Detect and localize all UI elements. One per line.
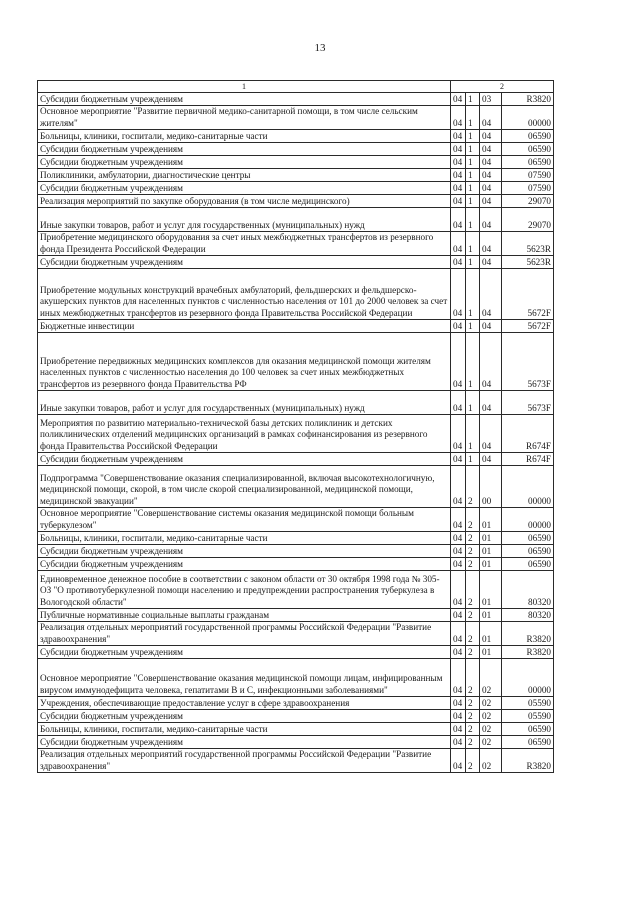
- row-name-cell: Подпрограмма "Совершенствование оказания специализированной, включая высокотехнологичную, медицинской помощи, скорой, в том числе скорой специализированной, медицинской помощи, медицинской эвакуации": [38, 466, 451, 508]
- row-name-cell: Приобретение модульных конструкций врачебных амбулаторий, фельдшерских и фельдшерско-акушерских пунктов для населенных пунктов с численностью населения от 101 до 2000 человек за счет иных межбюджетных трансфертов из резервного фонда Правительства Российской Федерации: [38, 269, 451, 320]
- row-code-a-cell: 04: [451, 508, 466, 532]
- row-code-d-cell: 5623R: [502, 232, 554, 256]
- row-name-cell: Субсидии бюджетным учреждениям: [38, 182, 451, 195]
- row-name-cell: Субсидии бюджетным учреждениям: [38, 558, 451, 571]
- row-code-b-cell: 1: [466, 320, 480, 333]
- row-name-cell: Приобретение медицинского оборудования за счет иных межбюджетных трансфертов из резервного фонда Президента Российской Федерации: [38, 232, 451, 256]
- row-name-cell: Иные закупки товаров, работ и услуг для государственных (муниципальных) нужд: [38, 208, 451, 232]
- row-code-c-cell: 04: [480, 156, 502, 169]
- row-code-d-cell: 05590: [502, 710, 554, 723]
- row-name-cell: Субсидии бюджетным учреждениям: [38, 545, 451, 558]
- row-code-b-cell: 2: [466, 646, 480, 659]
- row-name-cell: Приобретение передвижных медицинских комплексов для оказания медицинской помощи жителям населенных пунктов с численностью населения до 100 человек за счет иных межбюджетных трансфертов из резервного фонда Правительства РФ: [38, 333, 451, 391]
- row-code-b-cell: 2: [466, 723, 480, 736]
- row-code-a-cell: 04: [451, 466, 466, 508]
- row-code-a-cell: 04: [451, 723, 466, 736]
- table-row: [38, 453, 554, 466]
- row-code-b-cell: 2: [466, 736, 480, 749]
- row-name-cell: Основное мероприятие "Совершенствование системы оказания медицинской помощи больным туберкулезом": [38, 508, 451, 532]
- table-row: [38, 749, 554, 773]
- row-code-a-cell: 04: [451, 646, 466, 659]
- row-code-a-cell: 04: [451, 710, 466, 723]
- row-code-d-cell: 06590: [502, 558, 554, 571]
- row-code-a-cell: 04: [451, 558, 466, 571]
- row-code-c-cell: 04: [480, 320, 502, 333]
- header-col-2: 2: [451, 81, 554, 93]
- table-row: [38, 609, 554, 622]
- row-code-b-cell: 2: [466, 622, 480, 646]
- row-name-cell: Реализация мероприятий по закупке оборудования (в том числе медицинского): [38, 195, 451, 208]
- row-code-c-cell: 01: [480, 558, 502, 571]
- row-code-b-cell: 1: [466, 232, 480, 256]
- row-code-b-cell: 1: [466, 130, 480, 143]
- row-name-cell: Субсидии бюджетным учреждениям: [38, 736, 451, 749]
- budget-classification-table: [37, 80, 554, 773]
- row-name-cell: Основное мероприятие "Развитие первичной медико-санитарной помощи, в том числе сельским жителям": [38, 106, 451, 130]
- row-code-d-cell: 5673F: [502, 333, 554, 391]
- table-row: [38, 130, 554, 143]
- row-code-a-cell: 04: [451, 269, 466, 320]
- row-code-d-cell: 07590: [502, 169, 554, 182]
- row-code-c-cell: 04: [480, 130, 502, 143]
- row-code-b-cell: 2: [466, 532, 480, 545]
- table-row: [38, 169, 554, 182]
- row-code-b-cell: 1: [466, 415, 480, 453]
- row-code-b-cell: 1: [466, 453, 480, 466]
- row-code-a-cell: 04: [451, 195, 466, 208]
- row-code-b-cell: 1: [466, 169, 480, 182]
- row-name-cell: Больницы, клиники, госпитали, медико-санитарные части: [38, 130, 451, 143]
- row-code-c-cell: 01: [480, 508, 502, 532]
- row-code-b-cell: 2: [466, 659, 480, 697]
- row-code-b-cell: 2: [466, 749, 480, 773]
- row-code-a-cell: 04: [451, 622, 466, 646]
- row-code-d-cell: 5672F: [502, 320, 554, 333]
- table-row: [38, 415, 554, 453]
- row-code-d-cell: 5672F: [502, 269, 554, 320]
- row-code-d-cell: R3820: [502, 646, 554, 659]
- table-row: [38, 208, 554, 232]
- row-code-c-cell: 04: [480, 195, 502, 208]
- row-code-d-cell: 06590: [502, 736, 554, 749]
- table-row: [38, 466, 554, 508]
- row-name-cell: Субсидии бюджетным учреждениям: [38, 256, 451, 269]
- table-row: [38, 333, 554, 391]
- row-code-c-cell: 01: [480, 532, 502, 545]
- row-code-a-cell: 04: [451, 93, 466, 106]
- table-row: [38, 659, 554, 697]
- table-row: [38, 256, 554, 269]
- table-row: [38, 320, 554, 333]
- table-row: [38, 269, 554, 320]
- row-code-a-cell: 04: [451, 182, 466, 195]
- row-code-a-cell: 04: [451, 609, 466, 622]
- row-code-a-cell: 04: [451, 333, 466, 391]
- row-code-b-cell: 1: [466, 333, 480, 391]
- table-row: [38, 710, 554, 723]
- row-name-cell: Бюджетные инвестиции: [38, 320, 451, 333]
- row-code-c-cell: 03: [480, 93, 502, 106]
- row-code-d-cell: R3820: [502, 93, 554, 106]
- row-code-a-cell: 04: [451, 453, 466, 466]
- row-code-d-cell: R674F: [502, 415, 554, 453]
- table-row: [38, 558, 554, 571]
- row-code-c-cell: 00: [480, 466, 502, 508]
- table-row: [38, 723, 554, 736]
- table-row: [38, 182, 554, 195]
- row-code-a-cell: 04: [451, 130, 466, 143]
- row-code-d-cell: 5673F: [502, 391, 554, 415]
- row-code-d-cell: 07590: [502, 182, 554, 195]
- row-code-d-cell: 80320: [502, 571, 554, 609]
- row-code-d-cell: 29070: [502, 208, 554, 232]
- table-row: [38, 697, 554, 710]
- row-code-c-cell: 01: [480, 622, 502, 646]
- row-code-d-cell: R3820: [502, 622, 554, 646]
- row-name-cell: Учреждения, обеспечивающие предоставление услуг в сфере здравоохранения: [38, 697, 451, 710]
- page-number: 13: [314, 42, 326, 54]
- row-code-d-cell: 06590: [502, 143, 554, 156]
- row-code-a-cell: 04: [451, 156, 466, 169]
- table-row: [38, 508, 554, 532]
- row-name-cell: Реализация отдельных мероприятий государственной программы Российской Федерации "Развитие здравоохранения": [38, 622, 451, 646]
- row-code-c-cell: 02: [480, 723, 502, 736]
- row-code-c-cell: 04: [480, 391, 502, 415]
- row-code-c-cell: 04: [480, 256, 502, 269]
- row-code-d-cell: 5623R: [502, 256, 554, 269]
- row-name-cell: Субсидии бюджетным учреждениям: [38, 710, 451, 723]
- row-code-a-cell: 04: [451, 208, 466, 232]
- row-code-b-cell: 2: [466, 571, 480, 609]
- table-row: [38, 571, 554, 609]
- row-name-cell: Публичные нормативные социальные выплаты гражданам: [38, 609, 451, 622]
- row-code-a-cell: 04: [451, 571, 466, 609]
- row-code-c-cell: 01: [480, 571, 502, 609]
- row-code-d-cell: 06590: [502, 723, 554, 736]
- row-code-c-cell: 01: [480, 545, 502, 558]
- table-row: [38, 143, 554, 156]
- header-col-1: 1: [38, 81, 451, 93]
- table-row: [38, 736, 554, 749]
- row-code-d-cell: 06590: [502, 130, 554, 143]
- table-row: [38, 545, 554, 558]
- row-code-d-cell: 29070: [502, 195, 554, 208]
- row-name-cell: Реализация отдельных мероприятий государственной программы Российской Федерации "Развитие здравоохранения": [38, 749, 451, 773]
- row-code-a-cell: 04: [451, 659, 466, 697]
- row-code-a-cell: 04: [451, 106, 466, 130]
- row-code-a-cell: 04: [451, 143, 466, 156]
- row-code-b-cell: 1: [466, 256, 480, 269]
- row-code-a-cell: 04: [451, 532, 466, 545]
- row-code-b-cell: 1: [466, 208, 480, 232]
- row-code-a-cell: 04: [451, 391, 466, 415]
- table-header-row: [38, 81, 554, 93]
- table-row: [38, 93, 554, 106]
- row-code-b-cell: 1: [466, 156, 480, 169]
- row-code-b-cell: 1: [466, 269, 480, 320]
- row-code-c-cell: 01: [480, 609, 502, 622]
- row-name-cell: Субсидии бюджетным учреждениям: [38, 156, 451, 169]
- row-code-d-cell: 06590: [502, 532, 554, 545]
- row-code-c-cell: 04: [480, 143, 502, 156]
- table-row: [38, 195, 554, 208]
- row-code-d-cell: R3820: [502, 749, 554, 773]
- row-code-b-cell: 2: [466, 545, 480, 558]
- row-code-a-cell: 04: [451, 415, 466, 453]
- row-code-c-cell: 04: [480, 106, 502, 130]
- row-code-a-cell: 04: [451, 232, 466, 256]
- row-code-b-cell: 1: [466, 391, 480, 415]
- row-code-b-cell: 1: [466, 195, 480, 208]
- row-code-c-cell: 04: [480, 415, 502, 453]
- row-code-a-cell: 04: [451, 169, 466, 182]
- row-code-d-cell: 00000: [502, 659, 554, 697]
- row-code-b-cell: 2: [466, 710, 480, 723]
- row-name-cell: Основное мероприятие "Совершенствование оказания медицинской помощи лицам, инфицированным вирусом иммунодефицита человека, гепатитами В и С, инфекционными заболеваниями": [38, 659, 451, 697]
- row-code-b-cell: 1: [466, 143, 480, 156]
- row-code-b-cell: 2: [466, 697, 480, 710]
- row-code-a-cell: 04: [451, 749, 466, 773]
- row-name-cell: Больницы, клиники, госпитали, медико-санитарные части: [38, 723, 451, 736]
- row-code-d-cell: 06590: [502, 156, 554, 169]
- row-code-c-cell: 04: [480, 269, 502, 320]
- row-code-b-cell: 2: [466, 508, 480, 532]
- row-code-c-cell: 04: [480, 232, 502, 256]
- row-code-a-cell: 04: [451, 545, 466, 558]
- row-code-d-cell: 00000: [502, 106, 554, 130]
- row-code-b-cell: 1: [466, 106, 480, 130]
- row-code-c-cell: 02: [480, 749, 502, 773]
- row-name-cell: Единовременное денежное пособие в соответствии с законом области от 30 октября 1998 года № 305-ОЗ "О противотуберкулезной помощи населению и предупреждении распространения туберкулеза в Вологодской области": [38, 571, 451, 609]
- row-code-c-cell: 02: [480, 697, 502, 710]
- row-code-b-cell: 2: [466, 466, 480, 508]
- table-row: [38, 622, 554, 646]
- row-name-cell: Больницы, клиники, госпитали, медико-санитарные части: [38, 532, 451, 545]
- row-name-cell: Поликлиники, амбулатории, диагностические центры: [38, 169, 451, 182]
- row-code-c-cell: 02: [480, 710, 502, 723]
- row-code-d-cell: 00000: [502, 466, 554, 508]
- row-code-c-cell: 02: [480, 736, 502, 749]
- row-code-c-cell: 04: [480, 453, 502, 466]
- row-code-c-cell: 04: [480, 333, 502, 391]
- table-row: [38, 232, 554, 256]
- row-code-d-cell: R674F: [502, 453, 554, 466]
- row-name-cell: Мероприятия по развитию материально-технической базы детских поликлиник и детских поликлинических отделений медицинских организаций в рамках софинансирования из резервного фонда Правительства Российской Федерации: [38, 415, 451, 453]
- row-name-cell: Субсидии бюджетным учреждениям: [38, 93, 451, 106]
- row-code-c-cell: 01: [480, 646, 502, 659]
- row-name-cell: Иные закупки товаров, работ и услуг для государственных (муниципальных) нужд: [38, 391, 451, 415]
- row-code-c-cell: 04: [480, 182, 502, 195]
- table-row: [38, 646, 554, 659]
- row-name-cell: Субсидии бюджетным учреждениям: [38, 646, 451, 659]
- row-name-cell: Субсидии бюджетным учреждениям: [38, 453, 451, 466]
- row-code-b-cell: 1: [466, 182, 480, 195]
- table-body: [38, 81, 554, 773]
- row-code-a-cell: 04: [451, 320, 466, 333]
- row-code-b-cell: 1: [466, 93, 480, 106]
- row-code-b-cell: 2: [466, 609, 480, 622]
- row-code-a-cell: 04: [451, 256, 466, 269]
- row-name-cell: Субсидии бюджетным учреждениям: [38, 143, 451, 156]
- row-code-b-cell: 2: [466, 558, 480, 571]
- table-row: [38, 532, 554, 545]
- row-code-c-cell: 04: [480, 208, 502, 232]
- row-code-c-cell: 02: [480, 659, 502, 697]
- row-code-a-cell: 04: [451, 736, 466, 749]
- row-code-d-cell: 00000: [502, 508, 554, 532]
- row-code-c-cell: 04: [480, 169, 502, 182]
- row-code-d-cell: 80320: [502, 609, 554, 622]
- table-row: [38, 106, 554, 130]
- row-code-d-cell: 06590: [502, 545, 554, 558]
- table-row: [38, 391, 554, 415]
- table-row: [38, 156, 554, 169]
- row-code-a-cell: 04: [451, 697, 466, 710]
- row-code-d-cell: 05590: [502, 697, 554, 710]
